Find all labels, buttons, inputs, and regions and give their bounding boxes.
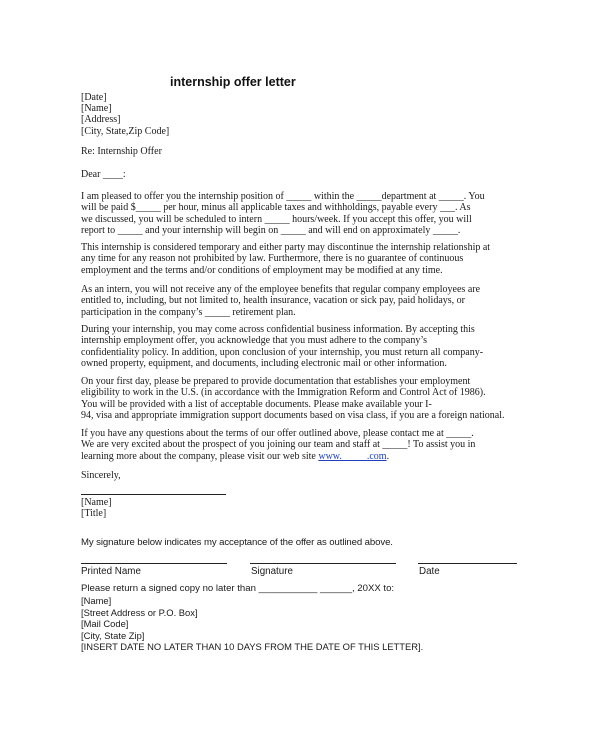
paragraph-offer [81, 191, 517, 237]
paragraph-line: This internship is considered temporary and either party may discontinue the internship relationship at [81, 242, 491, 253]
paragraph-line: We are very excited about the prospect of you joining our team and staff at _____! To assist you in [81, 439, 476, 451]
paragraph-line: On your first day, please be prepared to provide documentation that establishes your employment [81, 376, 471, 387]
paragraph-line: report to _____ and your internship will begin on _____ and will end on approximately _____. [81, 225, 461, 237]
return-city-state-zip: [City, State Zip] [81, 629, 145, 641]
date-field-line [418, 563, 517, 564]
address-field: [Address] [81, 114, 121, 126]
recipient-fields [81, 92, 169, 137]
paragraph-confidentiality [81, 324, 517, 370]
website-text: learning more about the company, please visit our web site [81, 450, 319, 462]
paragraph-line: will be paid $_____ per hour, minus all applicable taxes and withholdings, payable every ___. As [81, 202, 471, 214]
date-field: [Date] [81, 92, 107, 103]
letter-title: internship offer letter [170, 75, 296, 89]
name-field: [Name] [81, 103, 112, 115]
subject-line: Re: Internship Offer [81, 146, 162, 157]
salutation: Dear ____: [81, 169, 126, 180]
paragraph-line: eligibility to work in the U.S. (in accordance with the Immigration Reform and Control Act of 1986). [81, 387, 486, 399]
city-state-zip-field: [City, State,Zip Code] [81, 125, 170, 137]
paragraph-line: internship employment offer, you acknowledge that you must adhere to the company’s [81, 335, 427, 347]
signer-name: [Name] [81, 497, 112, 508]
paragraph-line: You will be provided with a list of acceptable documents. Please make available your I- [81, 398, 432, 410]
paragraph-contact [81, 428, 517, 462]
paragraph-line: participation in the company’s _____ retirement plan. [81, 306, 296, 318]
paragraph-line: employment and the terms and/or conditions of employment may be modified at any time. [81, 264, 443, 276]
paragraph-line: As an intern, you will not receive any of the employee benefits that regular company employees are [81, 284, 481, 295]
return-name: [Name] [81, 595, 112, 606]
paragraph-temporary [81, 242, 517, 276]
paragraph-line: 94, visa and appropriate immigration support documents based on visa class, if you are a foreign national. [81, 410, 505, 422]
signer-title: [Title] [81, 508, 107, 520]
signature-field-line [250, 563, 396, 564]
return-street: [Street Address or P.O. Box] [81, 606, 198, 618]
insert-date-note: [INSERT DATE NO LATER THAN 10 DAYS FROM THE DATE OF THIS LETTER]. [81, 641, 424, 652]
paragraph-line: entitled to, including, but not limited to, health insurance, vacation or sick pay, paid holidays, or [81, 295, 465, 307]
return-address-fields [81, 595, 198, 641]
paragraph-documentation [81, 376, 517, 422]
printed-name-label: Printed Name [81, 566, 141, 577]
printed-name-line [81, 563, 227, 564]
sign-off: Sincerely, [81, 470, 121, 481]
signer-fields [81, 497, 112, 519]
paragraph-line [81, 451, 517, 462]
website-period: . [386, 450, 390, 462]
return-instruction: Please return a signed copy no later than ___________ ______, 20XX to: [81, 583, 395, 594]
acceptance-statement: My signature below indicates my acceptance of the offer as outlined above. [81, 537, 393, 548]
paragraph-line: I am pleased to offer you the internship position of _____ within the _____department at _____. You [81, 191, 485, 202]
signature-line [81, 494, 226, 495]
signature-label: Signature [251, 566, 293, 577]
return-mail-code: [Mail Code] [81, 618, 129, 630]
website-link[interactable]: www._____.com [318, 450, 387, 462]
paragraph-line: confidentiality policy. In addition, upon conclusion of your internship, you must return all company- [81, 346, 484, 358]
paragraph-line: If you have any questions about the terms of our offer outlined above, please contact me at _____. [81, 428, 474, 439]
paragraph-benefits [81, 284, 517, 318]
paragraph-line: we discussed, you will be scheduled to intern _____ hours/week. If you accept this offer, you will [81, 213, 472, 225]
paragraph-line: any time for any reason not prohibited by law. Furthermore, there is no guarantee of continuous [81, 253, 464, 265]
paragraph-line: During your internship, you may come across confidential business information. By accepting this [81, 324, 475, 335]
paragraph-line: owned property, equipment, and documents, including electronic mail or other information. [81, 358, 447, 370]
date-label: Date [419, 566, 440, 577]
